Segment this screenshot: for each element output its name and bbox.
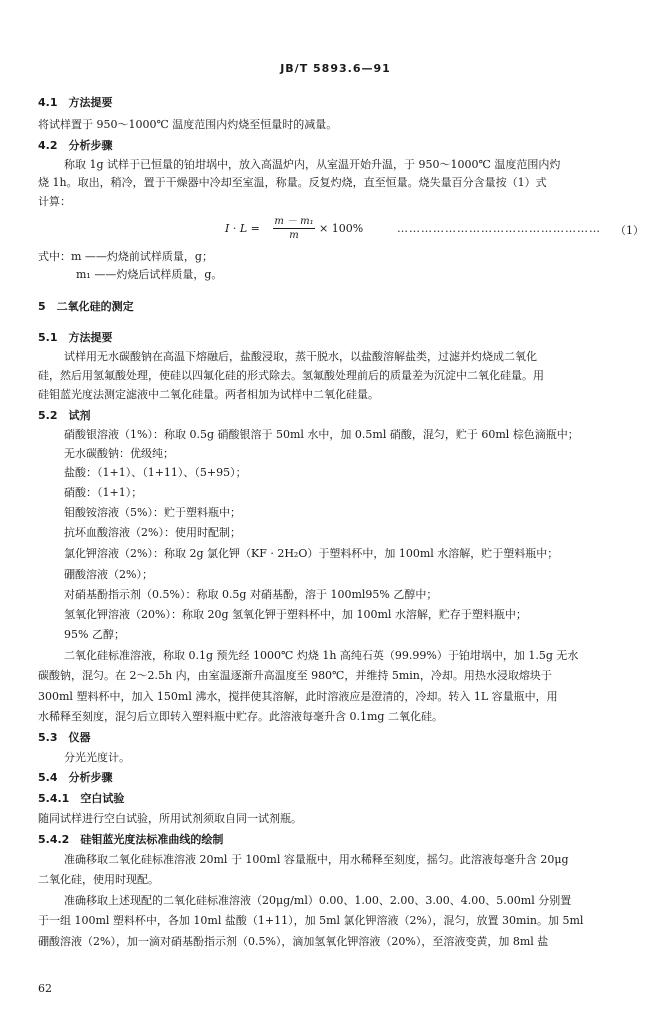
text-line: 水稀释至刻度，混匀后立即转入塑料瓶中贮存。此溶液每毫升含 0.1mg 二氧化硅。 — [38, 710, 443, 723]
text-line: 对硝基酚指示剂（0.5%）：称取 0.5g 对硝基酚，溶于 100ml95% 乙醇中； — [64, 588, 438, 601]
text-line: 二氧化硅，使用时现配。 — [38, 873, 159, 886]
formula-lhs: I · L = — [225, 222, 260, 235]
text-line: 氯化钾溶液（2%）：称取 2g 氯化钾（KF · 2H₂O）于塑料杯中，加 100ml 水溶解，贮于塑料瓶中； — [64, 547, 559, 560]
section-heading: 5 二氧化硅的测定 — [38, 300, 134, 313]
text-line: 钼酸铵溶液（5%）：贮于塑料瓶中； — [64, 506, 241, 519]
section-heading: 5.4.1 空白试验 — [38, 792, 125, 805]
text-line: 硅钼蓝光度法测定滤液中二氧化硅量。两者相加为试样中二氧化硅量。 — [38, 388, 379, 401]
section-heading: 5.3 仪器 — [38, 731, 91, 744]
text-line: 硝酸银溶液（1%）：称取 0.5g 硝酸银溶于 50ml 水中，加 0.5ml 硝酸，混匀，贮于 60ml 棕色滴瓶中； — [64, 428, 579, 441]
formula-leader-dots: …………………………………………… — [397, 222, 601, 235]
text-line: 硼酸溶液（2%）； — [64, 568, 153, 581]
formula-block — [225, 212, 645, 246]
text-line: 试样用无水碳酸钠在高温下熔融后，盐酸浸取，蒸干脱水，以盐酸溶解盐类，过滤并灼烧成二氧化 — [64, 350, 537, 363]
text-line: 称取 1g 试样于已恒量的铂坩埚中，放入高温炉内，从室温开始升温，于 950～1000℃ 温度范围内灼 — [64, 158, 561, 171]
section-heading: 5.4 分析步骤 — [38, 771, 113, 784]
section-heading: 5.2 试剂 — [38, 409, 91, 422]
text-line: 300ml 塑料杯中，加入 150ml 沸水，搅拌使其溶解，此时溶液应是澄清的，冷却。转入 1L 容量瓶中，用 — [38, 690, 558, 703]
text-line: 硼酸溶液（2%），加一滴对硝基酚指示剂（0.5%），滴加氢氧化钾溶液（20%），至溶液变黄，加 8ml 盐 — [38, 935, 549, 948]
text-line: 分光光度计。 — [64, 751, 130, 764]
page-number: 62 — [38, 982, 52, 995]
section-heading: 4.2 分析步骤 — [38, 139, 113, 152]
text-line: 于一组 100ml 塑料杯中，各加 10ml 盐酸（1+11），加 5ml 氯化钾溶液（2%），混匀，放置 30min。加 5ml — [38, 914, 584, 927]
section-heading: 4.1 方法提要 — [38, 96, 113, 109]
formula-fraction — [273, 212, 315, 241]
fraction-bar — [273, 228, 315, 229]
text-line: 抗坏血酸溶液（2%）：使用时配制； — [64, 526, 241, 539]
text-line: 硝酸：（1+1）； — [64, 486, 143, 499]
section-heading: 5.4.2 硅钼蓝光度法标准曲线的绘制 — [38, 833, 224, 846]
text-line: 盐酸：（1+1）、（1+11）、（5+95）； — [64, 466, 247, 479]
text-line: m₁ ——灼烧后试样质量，g。 — [76, 268, 223, 281]
text-line: 无水碳酸钠：优级纯； — [64, 447, 174, 460]
text-line: 烧 1h。取出，稍冷，置于干燥器中冷却至室温，称量。反复灼烧，直至恒量。烧失量百分含量按（1）式 — [38, 176, 547, 189]
text-line: 将试样置于 950～1000℃ 温度范围内灼烧至恒量时的减量。 — [38, 118, 338, 131]
document-header: JB/T 5893.6—91 — [280, 62, 391, 75]
text-line: 碳酸钠，混匀。在 2～2.5h 内，由室温逐渐升高温度至 980℃，并维持 5min，冷却。用热水浸取熔块于 — [38, 669, 552, 682]
text-line: 二氧化硅标准溶液，称取 0.1g 预先经 1000℃ 灼烧 1h 高纯石英（99.99%）于铂坩埚中，加 1.5g 无水 — [64, 649, 579, 662]
formula-rhs: × 100% — [319, 222, 364, 235]
text-line: 硅，然后用氢氟酸处理，使硅以四氟化硅的形式除去。氢氟酸处理前后的质量差为沉淀中二氧化硅量。用 — [38, 369, 544, 382]
formula-number: （1） — [615, 224, 644, 237]
section-heading: 5.1 方法提要 — [38, 331, 113, 344]
text-line: 准确移取上述现配的二氧化硅标准溶液（20μg/ml）0.00、1.00、2.00、3.00、4.00、5.00ml 分别置 — [64, 894, 572, 907]
text-line: 准确移取二氧化硅标准溶液 20ml 于 100ml 容量瓶中，用水稀释至刻度，摇匀。此溶液每毫升含 20μg — [64, 853, 569, 866]
formula-denominator: m — [289, 230, 299, 241]
text-line: 95% 乙醇； — [64, 628, 125, 641]
text-line: 氢氧化钾溶液（20%）：称取 20g 氢氧化钾于塑料杯中，加 100ml 水溶解，贮存于塑料瓶中； — [64, 608, 527, 621]
text-line: 随同试样进行空白试验，所用试剂须取自同一试剂瓶。 — [38, 812, 302, 825]
formula-numerator: m － m₁ — [274, 216, 314, 227]
text-line: 计算： — [38, 195, 71, 208]
text-line: 式中：m ——灼烧前试样质量，g； — [38, 250, 213, 263]
